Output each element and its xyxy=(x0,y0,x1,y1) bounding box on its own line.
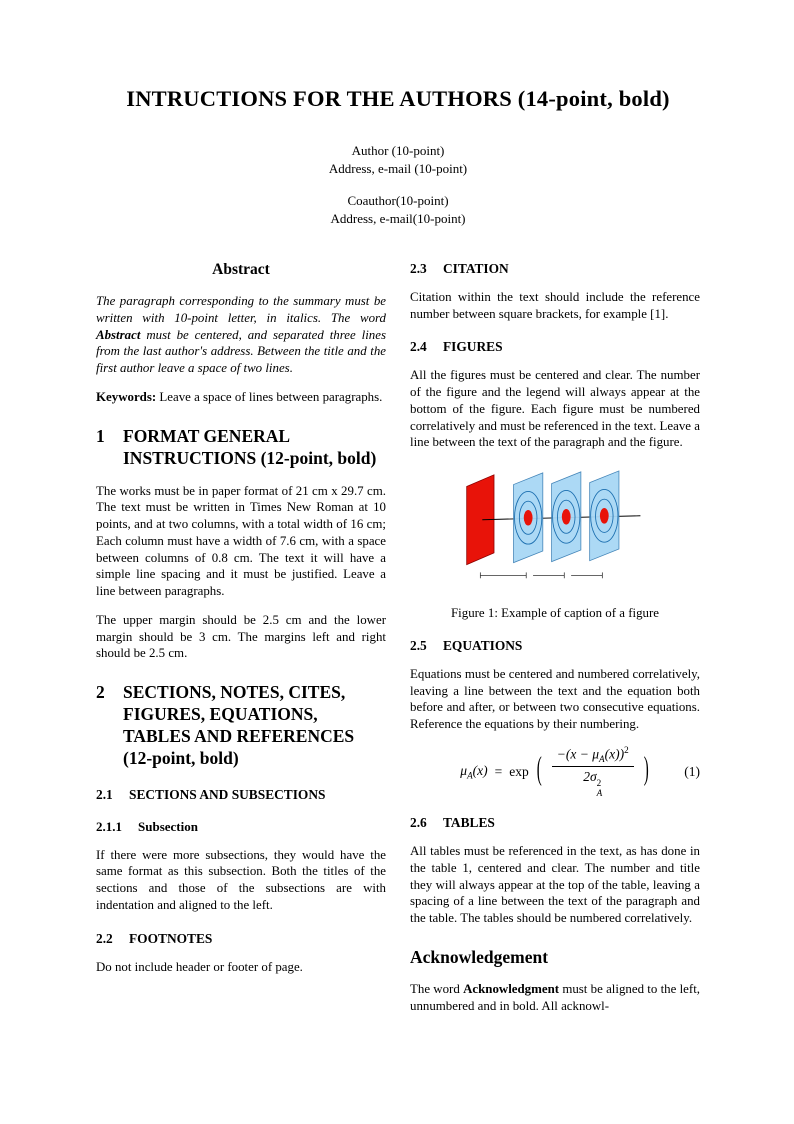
equation-left-paren: ( xyxy=(536,752,542,789)
subsection-2-6-title: TABLES xyxy=(443,815,495,831)
subsection-2-5-title: EQUATIONS xyxy=(443,638,523,654)
ack-text-2: must be aligned to the left, unnumbered and in bold. All acknowl- xyxy=(410,981,700,1013)
left-column xyxy=(96,257,386,987)
acknowledgement-heading: Acknowledgement xyxy=(410,946,549,967)
page-content xyxy=(96,86,700,1026)
subsection-2-1-number: 2.1 xyxy=(96,786,113,802)
subsection-2-6-number: 2.6 xyxy=(410,815,427,831)
section-1-paragraph-2: The upper margin should be 2.5 cm and the lower margin should be 3 cm. The margins left and right should be 2.5 cm. xyxy=(96,612,386,661)
ack-text-1: The word xyxy=(410,981,464,996)
abstract-text-2: must be centered, and separated three lines from the last author's address. Between the title and the first author leave a space of two lines. xyxy=(96,327,386,376)
subsection-2-5-paragraph: Equations must be centered and numbered correlatively, leaving a line between the text and the equation both before and after, or between two consecutive equations. Reference the equations by their numbering. xyxy=(410,666,700,732)
subsection-2-4-paragraph: All the figures must be centered and clear. The number of the figure and the legend will always appear at the bottom of the figure. Each figure must be numbered correlatively and must be referenced in the text. Leave a line between the text of the paragraph and the figure. xyxy=(410,368,700,450)
blue-plane-2 xyxy=(551,472,580,562)
subsection-2-1-heading xyxy=(96,787,386,804)
equation-lhs: $\mu_A(x)$ xyxy=(460,762,488,781)
subsection-2-1-title: SECTIONS AND SUBSECTIONS xyxy=(129,786,326,802)
subsection-2-3-heading xyxy=(410,261,700,278)
subsection-2-5-number: 2.5 xyxy=(410,638,427,654)
section-2-title: SECTIONS, NOTES, CITES, FIGURES, EQUATIONS, TABLES AND REFERENCES (12-point, bold) xyxy=(123,682,355,768)
fraction-denominator: 2σ 2 A xyxy=(583,769,603,798)
blue-plane-3 xyxy=(589,471,618,561)
subsection-2-1-1-number: 2.1.1 xyxy=(96,819,122,835)
equation-number: (1) xyxy=(684,763,700,779)
figure-1 xyxy=(410,467,700,621)
coauthor-name: Coauthor(10-point) xyxy=(347,193,449,209)
equation-right-paren: ) xyxy=(643,752,649,789)
blue-plane-1 xyxy=(513,473,542,563)
author-address: Address, e-mail (10-point) xyxy=(328,160,468,176)
equation-1 xyxy=(410,745,700,799)
section-1-title: FORMAT GENERAL INSTRUCTIONS (12-point, bold) xyxy=(123,425,377,468)
subsection-2-3-paragraph: Citation within the text should include the reference number between square brackets, for example [1]. xyxy=(410,289,700,321)
keywords-text: Leave a space of lines between paragraphs. xyxy=(156,390,383,405)
subsection-2-2-paragraph: Do not include header or footer of page. xyxy=(96,959,303,974)
section-1-number: 1 xyxy=(96,425,105,446)
equation-relation: = xyxy=(494,763,503,779)
abstract-bold-word: Abstract xyxy=(96,327,141,342)
keywords-label: Keywords: xyxy=(96,390,157,405)
abstract-paragraph xyxy=(96,293,386,377)
two-column-layout xyxy=(96,257,700,1026)
section-2-number: 2 xyxy=(96,682,105,703)
right-column xyxy=(410,257,700,1026)
equation-fraction xyxy=(552,745,634,799)
subsection-2-1-1-paragraph: If there were more subsections, they would have the same format as this subsection. Both the titles of the sections and those of the subsections are with indentation and aligned to the left. xyxy=(96,847,386,912)
subsection-2-4-number: 2.4 xyxy=(410,339,427,355)
subsection-2-3-title: CITATION xyxy=(443,261,509,277)
figure-caption: Figure 1: Example of caption of a figure xyxy=(451,606,659,621)
keywords-line xyxy=(96,389,386,406)
subsection-2-2-title: FOOTNOTES xyxy=(129,930,213,946)
subsection-2-4-heading xyxy=(410,339,700,356)
subsection-2-6-heading xyxy=(410,815,700,832)
subsection-2-2-number: 2.2 xyxy=(96,930,113,946)
subsection-2-1-1-heading xyxy=(96,819,386,835)
ack-bold-word: Acknowledgment xyxy=(463,981,560,996)
figure-diagram xyxy=(453,467,658,589)
abstract-heading: Abstract xyxy=(212,261,270,279)
coauthor-address: Address, e-mail(10-point) xyxy=(330,210,466,226)
paper-title: INTRUCTIONS FOR THE AUTHORS (14-point, bold) xyxy=(126,86,670,111)
author-block xyxy=(96,142,700,227)
section-2-heading xyxy=(96,682,386,770)
subsection-2-6-paragraph: All tables must be referenced in the text, as has done in the table 1, centered and clear. The number and title they will always appear at the top of the table, leaving a spacing of a line between the text of the paragraph and the table. The tables should be numbered correlatively. xyxy=(410,844,700,926)
subsection-2-4-title: FIGURES xyxy=(443,339,503,355)
equation-exp: exp xyxy=(509,763,529,779)
subsection-2-2-heading xyxy=(96,931,386,948)
acknowledgement-paragraph xyxy=(410,981,700,1015)
author-name: Author (10-point) xyxy=(351,143,445,158)
author-gap xyxy=(96,177,700,192)
section-1-heading xyxy=(96,426,386,470)
dimension-ticks xyxy=(480,572,602,578)
abstract-text-1: The paragraph corresponding to the summary must be written with 10-point letter, in italics. The word xyxy=(96,294,386,325)
fraction-numerator: $-(x - \mu_A(x))^2$ xyxy=(552,745,634,767)
subsection-2-5-heading xyxy=(410,638,700,655)
section-1-paragraph-1: The works must be in paper format of 21 cm x 29.7 cm. The text must be written in Times New Roman at 10 points, and at two columns, with a total width of 16 cm; Each column must have a width of 7.6 cm, with a space between columns of 0.8 cm. The text it will have a simple line spacing and it must be justified. Leave a line between paragraphs. xyxy=(96,483,386,599)
subsection-2-1-1-title: Subsection xyxy=(138,819,198,835)
subsection-2-3-number: 2.3 xyxy=(410,261,427,277)
